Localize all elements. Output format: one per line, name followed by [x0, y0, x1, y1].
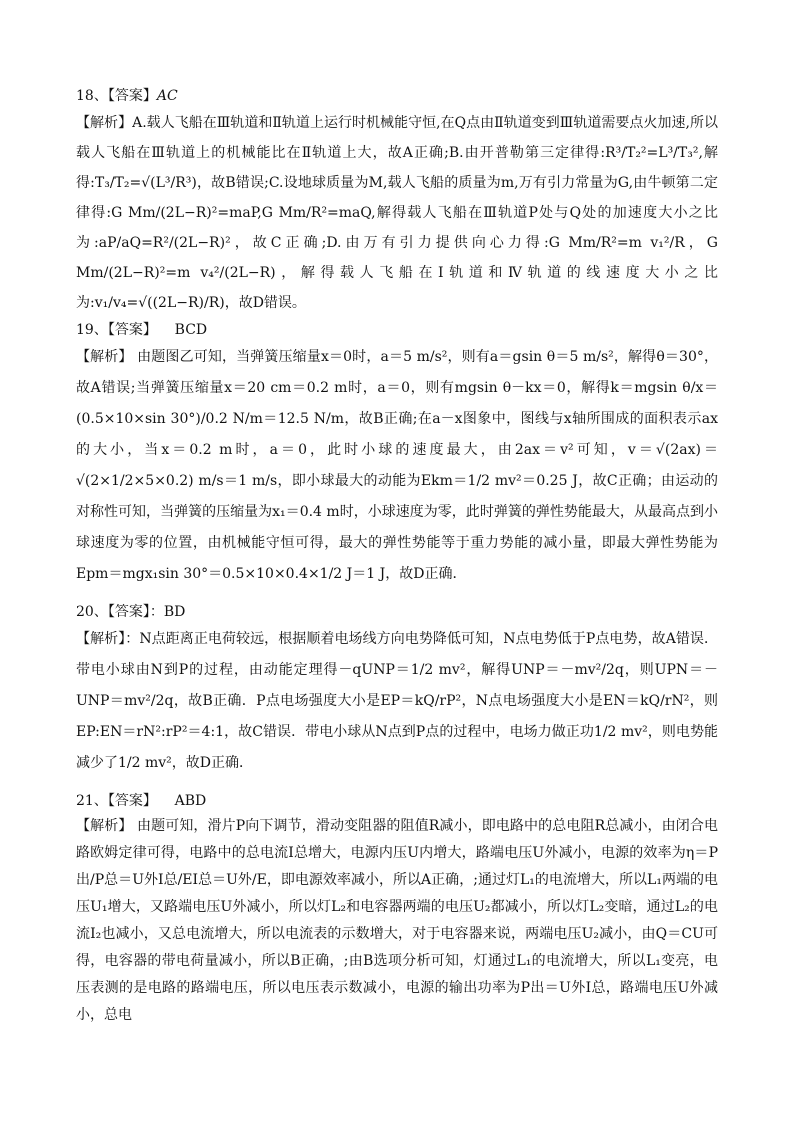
question-19-number: 19、【答案】: [76, 322, 157, 338]
question-21: [76, 789, 718, 1029]
question-21-answer: ABD: [174, 793, 207, 809]
question-18-analysis: 【解析】A.载人飞船在Ⅲ轨道和Ⅱ轨道上运行时机械能守恒,在Q点由Ⅱ轨道变到Ⅲ轨道需要点火加速,所以载人飞船在Ⅲ轨道上的机械能比在Ⅱ轨道上大，故A正确;B.由开普勒第三定律得:R³/T₂²=L³/T₃²,解得:T₃/T₂=√(L³/R³)，故B错误;C.设地球质量为M,载人飞船的质量为m,万有引力常量为G,由牛顿第二定律得:G Mm/(2L−R)²=maP,G Mm/R²=maQ,解得载人飞船在Ⅲ轨道P处与Q处的加速度大小之比为:aP/aQ=R²/(2L−R)²，故C正确;D.由万有引力提供向心力得:G Mm/R²=m v₁²/R，G Mm/(2L−R)²=m v₄²/(2L−R)，解得载人飞船在Ⅰ轨道和Ⅳ轨道的线速度大小之比为:v₁/v₄=√((2L−R)/R)，故D错误。: [76, 115, 718, 311]
question-18-answer: AC: [156, 88, 178, 104]
question-19-heading: [76, 318, 718, 342]
question-19: [76, 318, 718, 590]
question-21-number: 21、【答案】: [76, 793, 157, 809]
question-20-number: 20、【答案】：: [76, 604, 164, 620]
question-21-heading: [76, 789, 718, 813]
question-20: [76, 600, 718, 779]
question-18-number: 18、【答案】: [76, 88, 157, 104]
question-19-analysis: 【解析】 由题图乙可知，当弹簧压缩量x＝0时，a＝5 m/s²，则有a＝gsin θ＝5 m/s²，解得θ＝30°，故A错误;当弹簧压缩量x＝20 cm＝0.2 m时，a＝0，则有mgsin θ－kx＝0，解得k＝mgsin θ/x＝(0.5×10×sin 30°)/0.2 N/m＝12.5 N/m，故B正确;在a－x图象中，图线与x轴所围成的面积表示ax的大小，当x＝0.2 m时，a＝0，此时小球的速度最大，由2ax＝v²可知，v＝√(2ax)＝√(2×1/2×5×0.2) m/s＝1 m/s，即小球最大的动能为Ekm＝1/2 mv²＝0.25 J，故C正确；由运动的对称性可知，当弹簧的压缩量为x₁＝0.4 m时，小球速度为零，此时弹簧的弹性势能最大，从最高点到小球速度为零的位置，由机械能守恒可得，最大的弹性势能等于重力势能的减小量，即最大弹性势能为Epm＝mgx₁sin 30°＝0.5×10×0.4×1/2 J＝1 J，故D正确．: [76, 349, 718, 582]
question-18-heading: [76, 84, 718, 108]
question-20-answer: BD: [163, 604, 186, 620]
question-19-answer: BCD: [174, 322, 208, 338]
question-20-heading: [76, 600, 718, 624]
question-18: [76, 84, 718, 318]
question-21-analysis: 【解析】 由题可知，滑片P向下调节，滑动变阻器的阻值R减小，即电路中的总电阻R总减小，由闭合电路欧姆定律可得，电路中的总电流I总增大，电源内压U内增大，路端电压U外减小，电源的效率为η＝P出/P总＝U外I总/EI总＝U外/E，即电源效率减小，所以A正确，;通过灯L₁的电流增大，所以L₁两端的电压U₁增大，又路端电压U外减小，所以灯L₂和电容器两端的电压U₂都减小，所以灯L₂变暗，通过L₂的电流I₂也减小，又总电流增大，所以电流表的示数增大，对于电容器来说，两端电压U₂减小，由Q＝CU可得，电容器的带电荷量减小，所以B正确，;由B选项分析可知，灯通过L₁的电流增大，所以L₁变亮，电压表测的是电路的路端电压，所以电压表示数减小，电源的输出功率为P出＝U外I总，路端电压U外减小，总电: [76, 818, 718, 1023]
question-20-analysis: 【解析】：N点距离正电荷较远，根据顺着电场线方向电势降低可知，N点电势低于P点电势，故A错误．带电小球由N到P的过程，由动能定理得－qUNP＝1/2 mv²，解得UNP＝－mv²/2q，则UPN＝－UNP＝mv²/2q，故B正确．P点电场强度大小是EP＝kQ/rP²，N点电场强度大小是EN＝kQ/rN²，则EP:EN＝rN²:rP²＝4:1，故C错误．带电小球从N点到P点的过程中，电场力做正功1/2 mv²，则电势能减少了1/2 mv²，故D正确．: [76, 631, 718, 771]
